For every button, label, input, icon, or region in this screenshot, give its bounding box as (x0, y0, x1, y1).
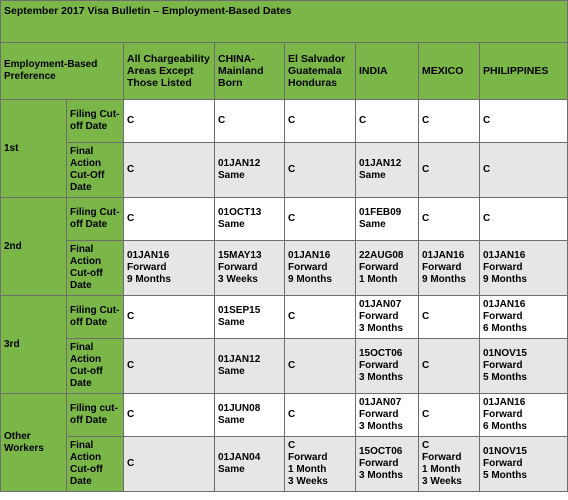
header-india: INDIA (356, 43, 419, 100)
date-type-label: Final Action Cut-off Date (67, 241, 124, 296)
table-row (1, 143, 568, 198)
cell-philippines: 01JAN16 Forward 6 Months (480, 296, 568, 339)
cell-philippines: 01NOV15 Forward 5 Months (480, 437, 568, 492)
cell-el-salvador: C (285, 296, 356, 339)
cell-philippines: 01JAN16 Forward 6 Months (480, 394, 568, 437)
table-row (1, 394, 568, 437)
cell-all-chargeability: C (124, 143, 215, 198)
cell-india: 22AUG08 Forward 1 Month (356, 241, 419, 296)
cell-philippines: 01JAN16 Forward 9 Months (480, 241, 568, 296)
cell-india: 01JAN07 Forward 3 Months (356, 296, 419, 339)
table-row (1, 198, 568, 241)
date-type-label: Filing Cut-off Date (67, 296, 124, 339)
preference-label: 2nd (1, 198, 67, 296)
cell-china: 01OCT13 Same (215, 198, 285, 241)
cell-all-chargeability: 01JAN16 Forward 9 Months (124, 241, 215, 296)
table-row (1, 100, 568, 143)
cell-el-salvador: C (285, 198, 356, 241)
table-row (1, 437, 568, 492)
cell-mexico: C (419, 339, 480, 394)
header-all-chargeability: All Chargeability Areas Except Those Listed (124, 43, 215, 100)
cell-all-chargeability: C (124, 198, 215, 241)
cell-all-chargeability: C (124, 394, 215, 437)
cell-all-chargeability: C (124, 339, 215, 394)
cell-china: 01JAN04 Same (215, 437, 285, 492)
cell-all-chargeability: C (124, 100, 215, 143)
cell-china: C (215, 100, 285, 143)
cell-india: 01FEB09 Same (356, 198, 419, 241)
cell-all-chargeability: C (124, 296, 215, 339)
cell-mexico: 01JAN16 Forward 9 Months (419, 241, 480, 296)
cell-el-salvador: C (285, 100, 356, 143)
table-title: September 2017 Visa Bulletin – Employment-Based Dates (1, 1, 568, 43)
preference-label: 3rd (1, 296, 67, 394)
cell-el-salvador: C (285, 394, 356, 437)
cell-all-chargeability: C (124, 437, 215, 492)
table-row (1, 296, 568, 339)
date-type-label: Filing Cut-off Date (67, 100, 124, 143)
date-type-label: Filing cut-off Date (67, 394, 124, 437)
cell-el-salvador: C (285, 339, 356, 394)
preference-label: 1st (1, 100, 67, 198)
date-type-label: Final Action Cut-off Date (67, 339, 124, 394)
cell-india: 01JAN12 Same (356, 143, 419, 198)
header-el-salvador: El Salvador Guatemala Honduras (285, 43, 356, 100)
cell-philippines: C (480, 100, 568, 143)
cell-philippines: C (480, 198, 568, 241)
header-preference: Employment-Based Preference (1, 43, 124, 100)
cell-mexico: C (419, 100, 480, 143)
cell-mexico: C (419, 394, 480, 437)
table-row (1, 241, 568, 296)
cell-china: 01JAN12 Same (215, 143, 285, 198)
cell-china: 01JAN12 Same (215, 339, 285, 394)
cell-mexico: C (419, 198, 480, 241)
cell-india: C (356, 100, 419, 143)
cell-mexico: C (419, 296, 480, 339)
cell-china: 01JUN08 Same (215, 394, 285, 437)
date-type-label: Final Action Cut-off Date (67, 437, 124, 492)
header-mexico: MEXICO (419, 43, 480, 100)
cell-el-salvador: C (285, 143, 356, 198)
cell-mexico: C Forward 1 Month 3 Weeks (419, 437, 480, 492)
header-philippines: PHILIPPINES (480, 43, 568, 100)
cell-china: 15MAY13 Forward 3 Weeks (215, 241, 285, 296)
cell-india: 01JAN07 Forward 3 Months (356, 394, 419, 437)
date-type-label: Filing Cut-off Date (67, 198, 124, 241)
cell-philippines: C (480, 143, 568, 198)
cell-india: 15OCT06 Forward 3 Months (356, 437, 419, 492)
header-china: CHINA-Mainland Born (215, 43, 285, 100)
preference-label: Other Workers (1, 394, 67, 492)
cell-india: 15OCT06 Forward 3 Months (356, 339, 419, 394)
header-row (1, 43, 568, 100)
cell-mexico: C (419, 143, 480, 198)
date-type-label: Final Action Cut-Off Date (67, 143, 124, 198)
cell-el-salvador: C Forward 1 Month 3 Weeks (285, 437, 356, 492)
cell-china: 01SEP15 Same (215, 296, 285, 339)
cell-el-salvador: 01JAN16 Forward 9 Months (285, 241, 356, 296)
cell-philippines: 01NOV15 Forward 5 Months (480, 339, 568, 394)
table-row (1, 339, 568, 394)
